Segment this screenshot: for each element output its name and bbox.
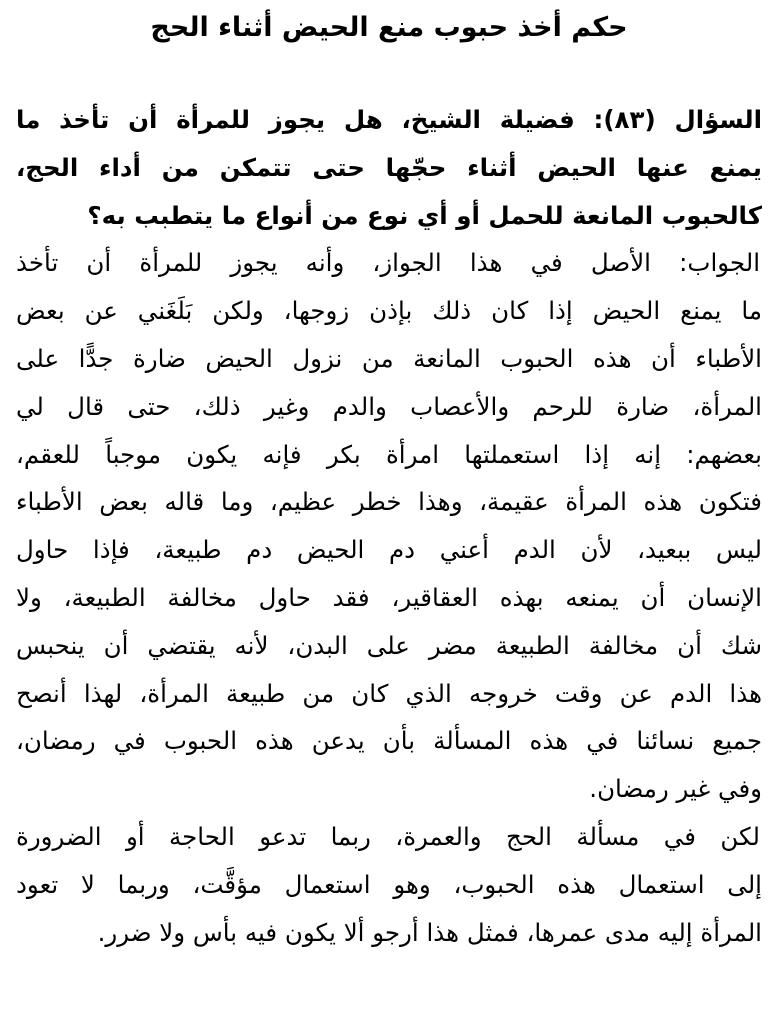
question-line: كالحبوب المانعة للحمل أو أي نوع من أنواع ما يتطبب به؟ xyxy=(87,200,762,230)
page-title: حكم أخذ حبوب منع الحيض أثناء الحج xyxy=(150,12,628,43)
answer-line: ما يمنع الحيض إذا كان ذلك بإذن زوجها، ولكن بَلَغَني عن بعض xyxy=(16,296,762,326)
answer-paragraph xyxy=(16,239,762,813)
question-paragraph xyxy=(16,96,762,239)
closing-line: إلى استعمال هذه الحبوب، وهو استعمال مؤقَّت، وربما لا تعود xyxy=(16,869,762,899)
question-line: يمنع عنها الحيض أثناء حجّها حتى تتمكن من أداء الحج، xyxy=(16,152,762,182)
answer-line: ليس ببعيد، لأن الدم أعني دم الحيض دم طبيعة، فإذا حاول xyxy=(16,535,762,565)
answer-line: جميع نسائنا في هذه المسألة بأن يدعن هذه الحبوب في رمضان، xyxy=(16,726,762,756)
closing-line: لكن في مسألة الحج والعمرة، ربما تدعو الحاجة أو الضرورة xyxy=(16,821,760,851)
answer-line: الجواب: الأصل في هذا الجواز، وأنه يجوز للمرأة أن تأخذ xyxy=(16,248,760,278)
answer-line: شك أن مخالفة الطبيعة مضر على البدن، لأنه يقتضي أن ينحبس xyxy=(16,630,762,660)
closing-line: المرأة إليه مدى عمرها، فمثل هذا أرجو ألا يكون فيه بأس ولا ضرر. xyxy=(97,917,762,947)
answer-line: هذا الدم عن وقت خروجه الذي كان من طبيعة المرأة، لهذا أنصح xyxy=(16,678,762,708)
answer-line: المرأة، ضارة للرحم والأعصاب والدم وغير ذلك، حتى قال لي xyxy=(16,391,762,421)
answer-line: الأطباء أن هذه الحبوب المانعة من نزول الحيض ضارة جدًّا على xyxy=(16,343,762,373)
answer-line: الإنسان أن يمنعه بهذه العقاقير، فقد حاول مخالفة الطبيعة، ولا xyxy=(16,582,762,612)
answer-line: بعضهم: إنه إذا استعملتها امرأة بكر فإنه يكون موجباً للعقم، xyxy=(16,439,762,469)
closing-paragraph xyxy=(16,813,762,956)
answer-line: وفي غير رمضان. xyxy=(589,774,762,804)
answer-line: فتكون هذه المرأة عقيمة، وهذا خطر عظيم، وما قاله بعض الأطباء xyxy=(16,487,762,517)
question-line: السؤال (٨٣): فضيلة الشيخ، هل يجوز للمرأة أن تأخذ ما xyxy=(16,105,762,134)
